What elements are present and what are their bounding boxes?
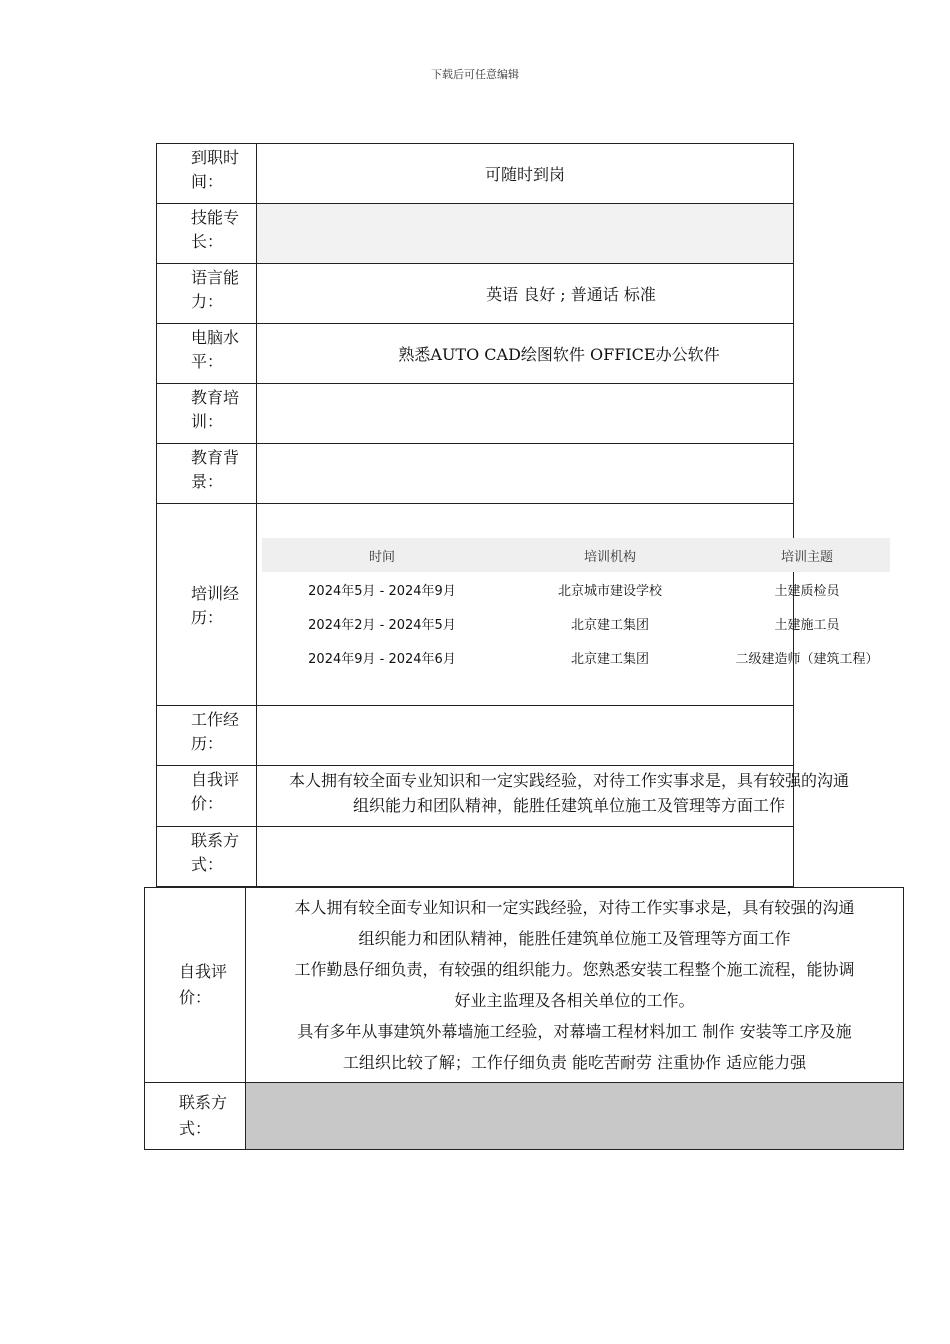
training-period: 2024年9月 - 2024年6月 [308,651,456,667]
training-institution: 北京建工集团 [570,617,649,633]
row-label [157,384,257,444]
training-row [262,572,890,606]
label-line: 式： [179,1119,212,1138]
label-line: 到职时 [191,148,240,167]
contact-value [246,1083,904,1150]
training-institution: 北京建工集团 [570,651,649,667]
row-label [157,144,257,204]
label-line: 训： [191,412,224,431]
text-line: 工组织比较了解；工作仔细负责 能吃苦耐劳 注重协作 适应能力强 [342,1053,807,1072]
table-row [157,144,794,204]
column-header: 时间 [368,549,395,565]
training-topic: 二级建造师（建筑工程） [735,651,879,667]
label-line: 联系方 [179,1093,228,1112]
label-line: 式： [191,855,224,874]
self-evaluation-value [257,766,849,827]
column-header: 培训主题 [780,549,833,565]
label-line: 平： [191,352,224,371]
row-label [145,888,246,1083]
skills-value [257,204,794,264]
row-label [145,1083,246,1150]
education-background-value [257,444,794,504]
label-line: 自我评 [179,962,228,981]
text-line: 本人拥有较全面专业知识和一定实践经验，对待工作实事求是，具有较强的沟通 [294,898,855,917]
training-topic: 土建质检员 [774,583,840,599]
text-line: 具有多年从事建筑外幕墙施工经验，对幕墙工程材料加工 制作 安装等工序及施 [297,1022,852,1041]
label-line: 语言能 [191,268,240,287]
label-line: 历： [191,734,224,753]
availability-value: 可随时到岗 [257,144,794,204]
language-text: 英语 良好 ; 普通话 标准 [486,285,656,304]
work-history-value [257,706,794,766]
table-row [157,384,794,444]
header-note: 下载后可任意编辑 [431,68,519,81]
row-label [157,324,257,384]
table-row [157,504,794,706]
training-row [262,640,890,674]
label-line: 景： [191,472,224,491]
training-history-cell [257,504,879,706]
column-header: 培训机构 [583,549,636,565]
label-line: 培训经 [191,583,240,603]
text-line: 本人拥有较全面专业知识和一定实践经验，对待工作实事求是，具有较强的沟通 [288,771,849,790]
table-row [157,204,794,264]
row-label [157,264,257,324]
training-subtable [262,538,890,674]
label-line: 技能专 [191,208,240,227]
computer-value [257,324,794,384]
label-line: 价： [179,988,212,1007]
training-period: 2024年2月 - 2024年5月 [308,617,456,633]
table-row [157,766,794,827]
training-row [262,606,890,640]
text-line: 工作勤恳仔细负责，有较强的组织能力。您熟悉安装工程整个施工流程，能协调 [294,960,855,979]
self-evaluation-text [215,768,923,818]
label-line: 自我评 [191,770,240,789]
training-header-row [262,538,890,572]
table-row [157,827,794,887]
label-line: 力： [191,292,224,311]
text-line: 组织能力和团队精神，能胜任建筑单位施工及管理等方面工作 [352,796,785,815]
label-line: 工作经 [191,710,240,729]
label-line: 教育培 [191,388,240,407]
contact-value [257,827,794,887]
row-label [157,504,257,706]
row-label [157,204,257,264]
self-evaluation-table [144,887,904,1150]
label-line: 间： [191,172,224,191]
label-line: 电脑水 [191,328,240,347]
label-line: 价： [191,794,224,813]
label-line: 联系方 [191,831,240,850]
label-line: 长： [191,232,224,251]
table-row [145,888,904,1083]
resume-table [156,143,879,887]
row-label [157,827,257,887]
computer-text: 熟悉AUTO CAD绘图软件 OFFICE办公软件 [398,345,720,364]
label-line: 历： [191,607,224,627]
training-institution: 北京城市建设学校 [557,583,662,599]
row-label [157,706,257,766]
label-line: 教育背 [191,448,240,467]
table-row [157,706,794,766]
table-row [145,1083,904,1150]
table-row [157,444,794,504]
table-row [157,264,794,324]
table-row [157,324,794,384]
self-evaluation-paragraphs [246,888,904,1083]
education-training-value [257,384,794,444]
text-line: 组织能力和团队精神，能胜任建筑单位施工及管理等方面工作 [358,929,791,948]
row-label [157,444,257,504]
language-value [257,264,794,324]
training-period: 2024年5月 - 2024年9月 [308,583,456,599]
training-topic: 土建施工员 [774,617,840,633]
text-line: 好业主监理及各相关单位的工作。 [454,991,695,1010]
